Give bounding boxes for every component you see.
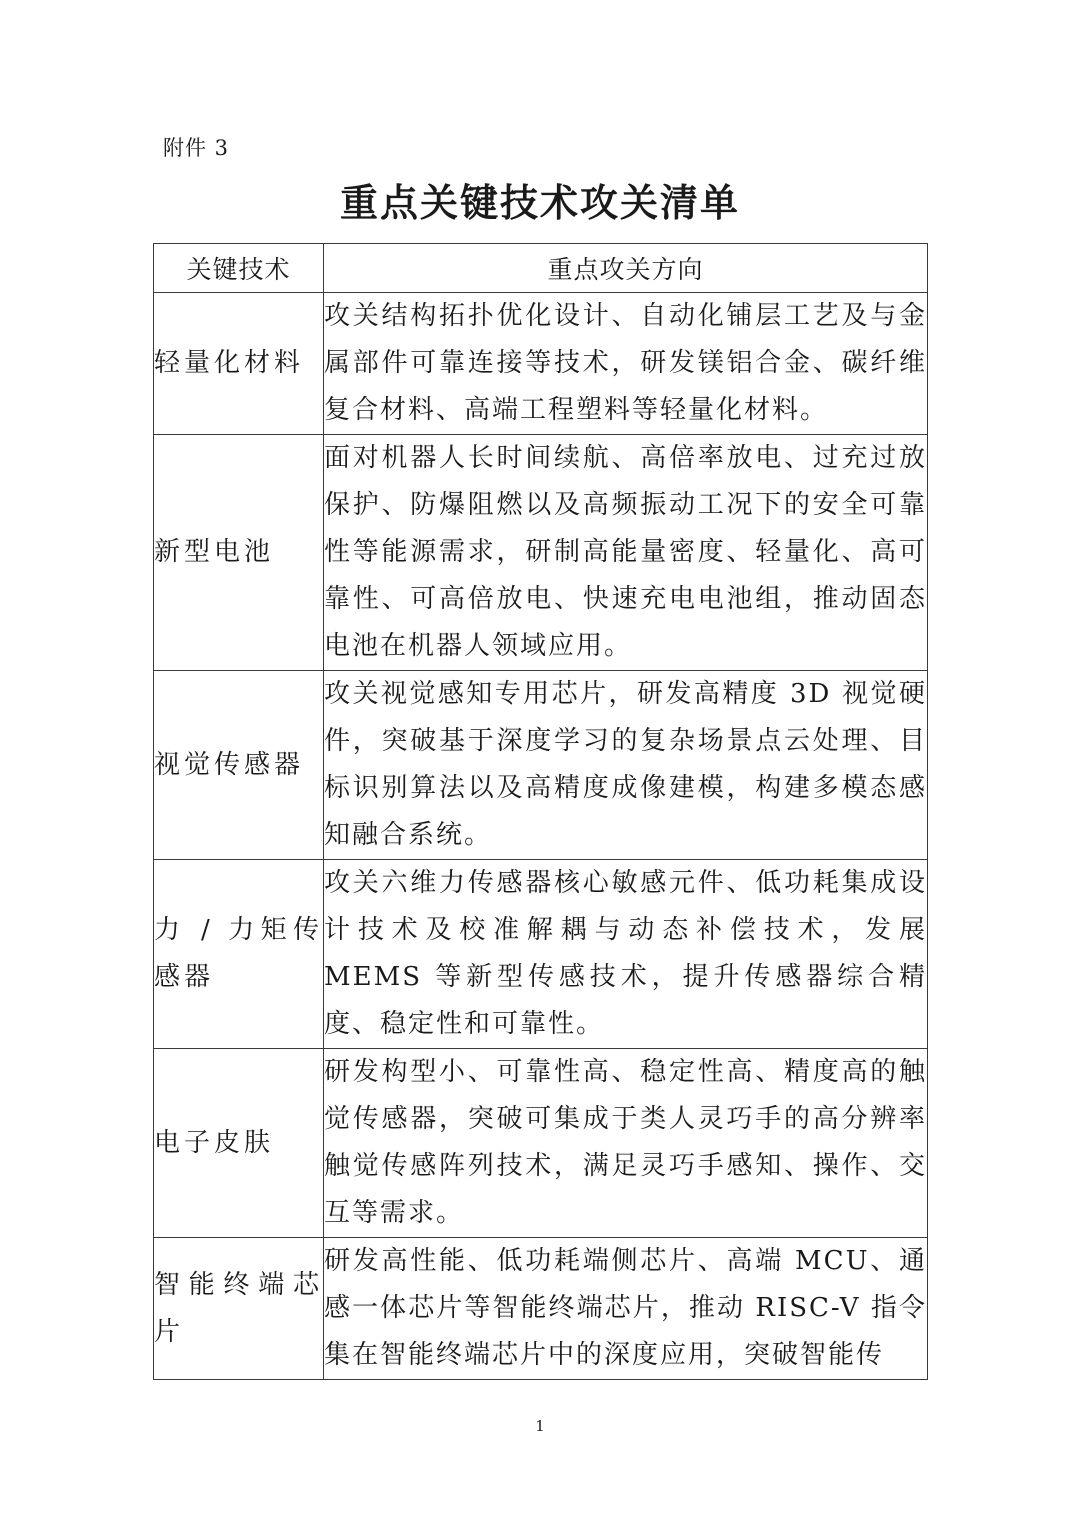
row-key-text: 电子皮肤 [154, 1127, 275, 1158]
row-key-text: 力 / 力矩传感器 [154, 915, 323, 992]
row-direction-text: 面对机器人长时间续航、高倍率放电、过充过放保护、防爆阻燃以及高频振动工况下的安全可靠性等能源需求，研制高能量密度、轻量化、高可靠性、可高倍放电、快速充电电池组，推动固态电池在机器人领域应用。 [324, 443, 927, 661]
row-key-text: 智能终端芯片 [154, 1269, 323, 1347]
row-key-technology [154, 860, 324, 1049]
row-direction [324, 435, 928, 671]
annex-label: 附件 3 [163, 136, 230, 160]
row-direction-text: 研发构型小、可靠性高、稳定性高、精度高的触觉传感器，突破可集成于类人灵巧手的高分辨率触觉传感阵列技术，满足灵巧手感知、操作、交互等需求。 [324, 1057, 927, 1228]
row-key-text: 轻量化材料 [154, 348, 305, 378]
row-key-text: 新型电池 [154, 537, 275, 567]
row-direction-text: 攻关视觉感知专用芯片，研发高精度 3D 视觉硬件，突破基于深度学习的复杂场景点云处理、目标识别算法以及高精度成像建模，构建多模态感知融合系统。 [324, 679, 927, 850]
row-direction [324, 671, 928, 860]
row-key-technology [154, 293, 324, 435]
row-direction [324, 1049, 928, 1238]
row-direction-text: 攻关结构拓扑优化设计、自动化铺层工艺及与金属部件可靠连接等技术，研发镁铝合金、碳纤维复合材料、高端工程塑料等轻量化材料。 [324, 301, 927, 425]
row-key-technology [154, 1049, 324, 1238]
row-key-technology [154, 1238, 324, 1380]
document-title: 重点关键技术攻关清单 [339, 181, 740, 225]
table-header-row [154, 244, 928, 293]
header-research-direction: 重点攻关方向 [324, 244, 928, 293]
row-key-text: 视觉传感器 [154, 749, 305, 780]
page-number: 1 [535, 1417, 545, 1435]
table-row [154, 1238, 928, 1380]
table-row [154, 1049, 928, 1238]
table-row [154, 860, 928, 1049]
row-direction-text: 攻关六维力传感器核心敏感元件、低功耗集成设计技术及校准解耦与动态补偿技术，发展 MEMS 等新型传感技术，提升传感器综合精度、稳定性和可靠性。 [324, 868, 927, 1039]
row-key-technology [154, 671, 324, 860]
table-row [154, 435, 928, 671]
row-direction [324, 293, 928, 435]
row-direction-text: 研发高性能、低功耗端侧芯片、高端 MCU、通感一体芯片等智能终端芯片，推动 RISC-V 指令集在智能终端芯片中的深度应用，突破智能传 [324, 1246, 927, 1370]
row-direction [324, 1238, 928, 1380]
table-row [154, 293, 928, 435]
header-key-technology: 关键技术 [154, 244, 324, 293]
key-technology-table [153, 243, 928, 1380]
row-key-technology [154, 435, 324, 671]
row-direction [324, 860, 928, 1049]
table-row [154, 671, 928, 860]
